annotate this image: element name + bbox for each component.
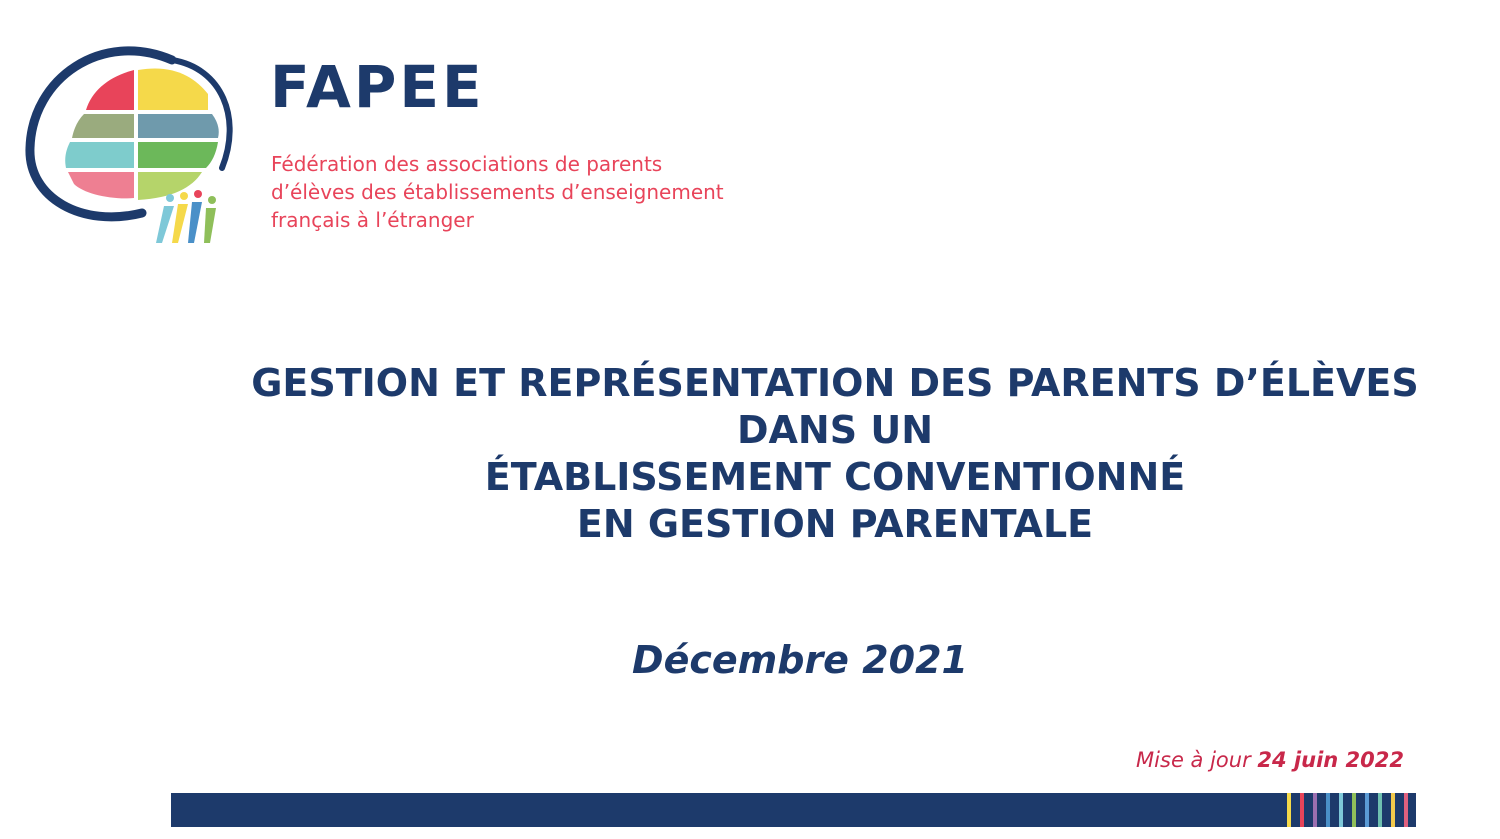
- document-date: Décembre 2021: [632, 638, 968, 682]
- document-title: [200, 360, 1470, 548]
- footer-stripe: [1300, 793, 1304, 827]
- footer-stripe: [1352, 793, 1356, 827]
- title-line-3: ÉTABLISSEMENT CONVENTIONNÉ: [484, 455, 1186, 499]
- description-line-2: d’élèves des établissements d’enseignement: [271, 180, 724, 204]
- organization-description: [271, 150, 724, 234]
- color-stripes: [1287, 793, 1408, 827]
- update-date: 24 juin 2022: [1257, 748, 1404, 772]
- footer-stripe: [1326, 793, 1330, 827]
- footer-stripe: [1391, 793, 1395, 827]
- footer-stripe: [1287, 793, 1291, 827]
- description-line-3: français à l’étranger: [271, 208, 474, 232]
- footer-stripe: [1313, 793, 1317, 827]
- footer-stripe: [1378, 793, 1382, 827]
- figures-icon: [156, 190, 216, 243]
- brand-name: FAPEE: [270, 53, 485, 121]
- title-line-1: GESTION ET REPRÉSENTATION DES PARENTS D’ÉLÈVES: [251, 361, 1419, 405]
- title-line-2: DANS UN: [736, 408, 933, 452]
- footer-stripe: [1365, 793, 1369, 827]
- footer-stripe: [1339, 793, 1343, 827]
- footer-bar: [171, 793, 1416, 827]
- title-line-4: EN GESTION PARENTALE: [576, 502, 1094, 546]
- update-note: [1136, 748, 1404, 772]
- update-prefix: Mise à jour: [1136, 748, 1251, 772]
- footer-stripe: [1404, 793, 1408, 827]
- description-line-1: Fédération des associations de parents: [271, 152, 663, 176]
- fapee-logo: [22, 38, 247, 250]
- fapee-globe-icon: [22, 38, 247, 250]
